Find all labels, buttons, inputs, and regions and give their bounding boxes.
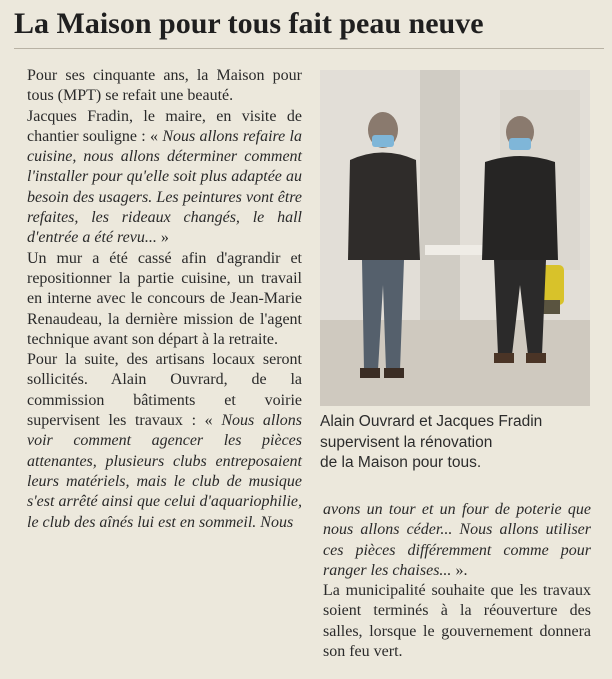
paragraph	[27, 350, 302, 533]
body-text: Pour ses cinquante ans, la Maison pour tous (MPT) se refait une beauté.	[27, 67, 302, 105]
headline-divider	[14, 48, 604, 49]
photo-caption	[320, 412, 600, 474]
article-headline: La Maison pour tous fait peau neuve	[14, 7, 484, 40]
right-column	[323, 500, 591, 662]
paragraph	[27, 107, 302, 249]
paragraph	[323, 581, 591, 662]
body-text: Un mur a été cassé afin d'agrandir et repositionner la partie cuisine, un travail en interne avec le concours de Jean-Marie Renaudeau, la dernière mission de l'agent technique avant son départ à la retraite.	[27, 249, 302, 348]
quote-text: avons un tour et un four de poterie que nous allons céder... Nous allons utiliser ces pièces différemment comme pour ranger les chaises...	[323, 501, 591, 579]
left-column	[27, 66, 302, 533]
body-text: La municipalité souhaite que les travaux soient terminés à la réouverture des salles, lorsque le gouvernement donnera son feu vert.	[323, 582, 591, 661]
article-photo	[320, 70, 590, 406]
quote-text: Nous allons voir comment agencer les pièces attenantes, plusieurs clubs entreposaient leurs matériels, mais le club de musique s'est arrêté ainsi que celui d'aquariophilie, le club des aînés lui est en sommeil. Nous	[27, 412, 302, 531]
caption-line: de la Maison pour tous.	[320, 454, 482, 471]
body-text: Jacques Fradin, le maire, en visite de chantier souligne : «	[27, 107, 302, 145]
body-text: ».	[455, 561, 468, 579]
paragraph	[323, 500, 591, 581]
photo-scene	[320, 70, 590, 406]
caption-line: supervisent la rénovation	[320, 433, 493, 451]
paragraph	[27, 249, 302, 350]
body-text: »	[160, 229, 169, 247]
paragraph	[27, 66, 302, 107]
quote-text: Nous allons refaire la cuisine, nous allons déterminer comment l'installer pour qu'elle soit plus adaptée au besoin des usagers. Les peintures vont être refaites, les rideaux changés, le hall d'entrée a été revu...	[27, 127, 302, 247]
body-text: Pour la suite, des artisans locaux seront sollicités. Alain Ouvrard, de la commission bâtiments et voirie supervisent les travaux : «	[27, 351, 302, 430]
caption-line: Alain Ouvrard et Jacques Fradin	[320, 413, 543, 430]
